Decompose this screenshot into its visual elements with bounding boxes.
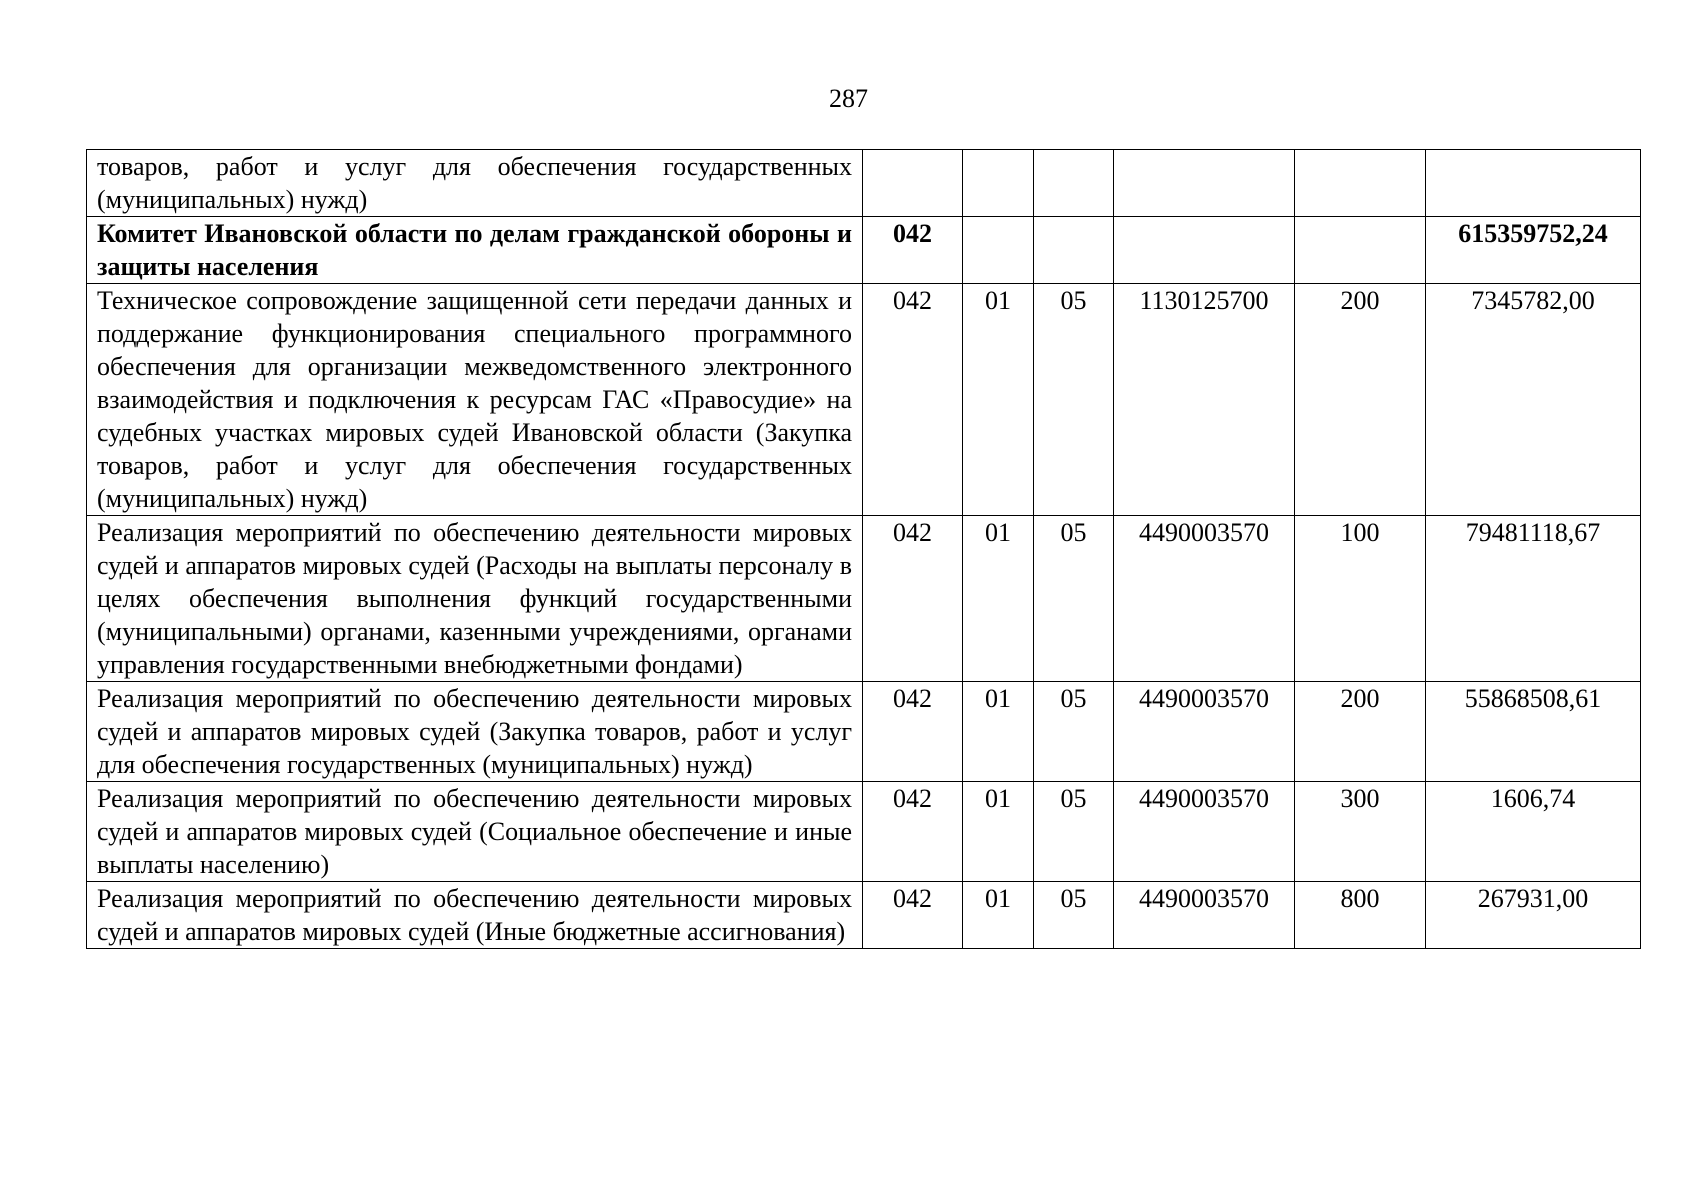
- expense-type-code: [1295, 150, 1426, 217]
- subsection-code: 05: [1034, 882, 1114, 949]
- expense-type-code: [1295, 217, 1426, 284]
- amount: 79481118,67: [1426, 516, 1641, 682]
- row-description: товаров, работ и услуг для обеспечения государственных (муниципальных) нужд): [87, 150, 863, 217]
- department-code: 042: [863, 217, 963, 284]
- department-code: 042: [863, 516, 963, 682]
- row-description: Техническое сопровождение защищенной сети передачи данных и поддержание функционирования специального программного обеспечения для организации межведомственного электронного взаимодействия и подключения к ресурсам ГАС «Правосудие» на судебных участках мировых судей Ивановской области (Закупка товаров, работ и услуг для обеспечения государственных (муниципальных) нужд): [87, 284, 863, 516]
- amount: 267931,00: [1426, 882, 1641, 949]
- subsection-code: 05: [1034, 682, 1114, 782]
- table-row: [87, 284, 1641, 516]
- table-row: [87, 882, 1641, 949]
- subsection-code: [1034, 150, 1114, 217]
- amount: 1606,74: [1426, 782, 1641, 882]
- target-article-code: [1114, 217, 1295, 284]
- subsection-code: 05: [1034, 516, 1114, 682]
- row-description: Реализация мероприятий по обеспечению деятельности мировых судей и аппаратов мировых судей (Социальное обеспечение и иные выплаты населению): [87, 782, 863, 882]
- amount: 55868508,61: [1426, 682, 1641, 782]
- department-code: 042: [863, 782, 963, 882]
- section-code: 01: [963, 782, 1034, 882]
- table-row: [87, 516, 1641, 682]
- section-code: 01: [963, 682, 1034, 782]
- amount: 615359752,24: [1426, 217, 1641, 284]
- section-code: 01: [963, 882, 1034, 949]
- department-code: 042: [863, 284, 963, 516]
- expense-type-code: 200: [1295, 284, 1426, 516]
- section-code: [963, 150, 1034, 217]
- expense-type-code: 800: [1295, 882, 1426, 949]
- section-code: 01: [963, 284, 1034, 516]
- expense-type-code: 200: [1295, 682, 1426, 782]
- row-description: Комитет Ивановской области по делам гражданской обороны и защиты населения: [87, 217, 863, 284]
- table-row: [87, 150, 1641, 217]
- page-number: 287: [829, 84, 868, 113]
- table-row: [87, 217, 1641, 284]
- department-code: 042: [863, 682, 963, 782]
- budget-table: [86, 149, 1641, 949]
- table-row: [87, 782, 1641, 882]
- row-description: Реализация мероприятий по обеспечению деятельности мировых судей и аппаратов мировых судей (Иные бюджетные ассигнования): [87, 882, 863, 949]
- table-row: [87, 682, 1641, 782]
- amount: 7345782,00: [1426, 284, 1641, 516]
- section-code: 01: [963, 516, 1034, 682]
- target-article-code: 4490003570: [1114, 782, 1295, 882]
- department-code: 042: [863, 882, 963, 949]
- row-description: Реализация мероприятий по обеспечению деятельности мировых судей и аппаратов мировых судей (Закупка товаров, работ и услуг для обеспечения государственных (муниципальных) нужд): [87, 682, 863, 782]
- subsection-code: 05: [1034, 284, 1114, 516]
- department-code: [863, 150, 963, 217]
- subsection-code: [1034, 217, 1114, 284]
- expense-type-code: 100: [1295, 516, 1426, 682]
- target-article-code: 1130125700: [1114, 284, 1295, 516]
- expense-type-code: 300: [1295, 782, 1426, 882]
- target-article-code: 4490003570: [1114, 516, 1295, 682]
- target-article-code: [1114, 150, 1295, 217]
- target-article-code: 4490003570: [1114, 882, 1295, 949]
- amount: [1426, 150, 1641, 217]
- table-body: [87, 150, 1641, 949]
- section-code: [963, 217, 1034, 284]
- target-article-code: 4490003570: [1114, 682, 1295, 782]
- subsection-code: 05: [1034, 782, 1114, 882]
- row-description: Реализация мероприятий по обеспечению деятельности мировых судей и аппаратов мировых судей (Расходы на выплаты персоналу в целях обеспечения выполнения функций государственными (муниципальными) органами, казенными учреждениями, органами управления государственными внебюджетными фондами): [87, 516, 863, 682]
